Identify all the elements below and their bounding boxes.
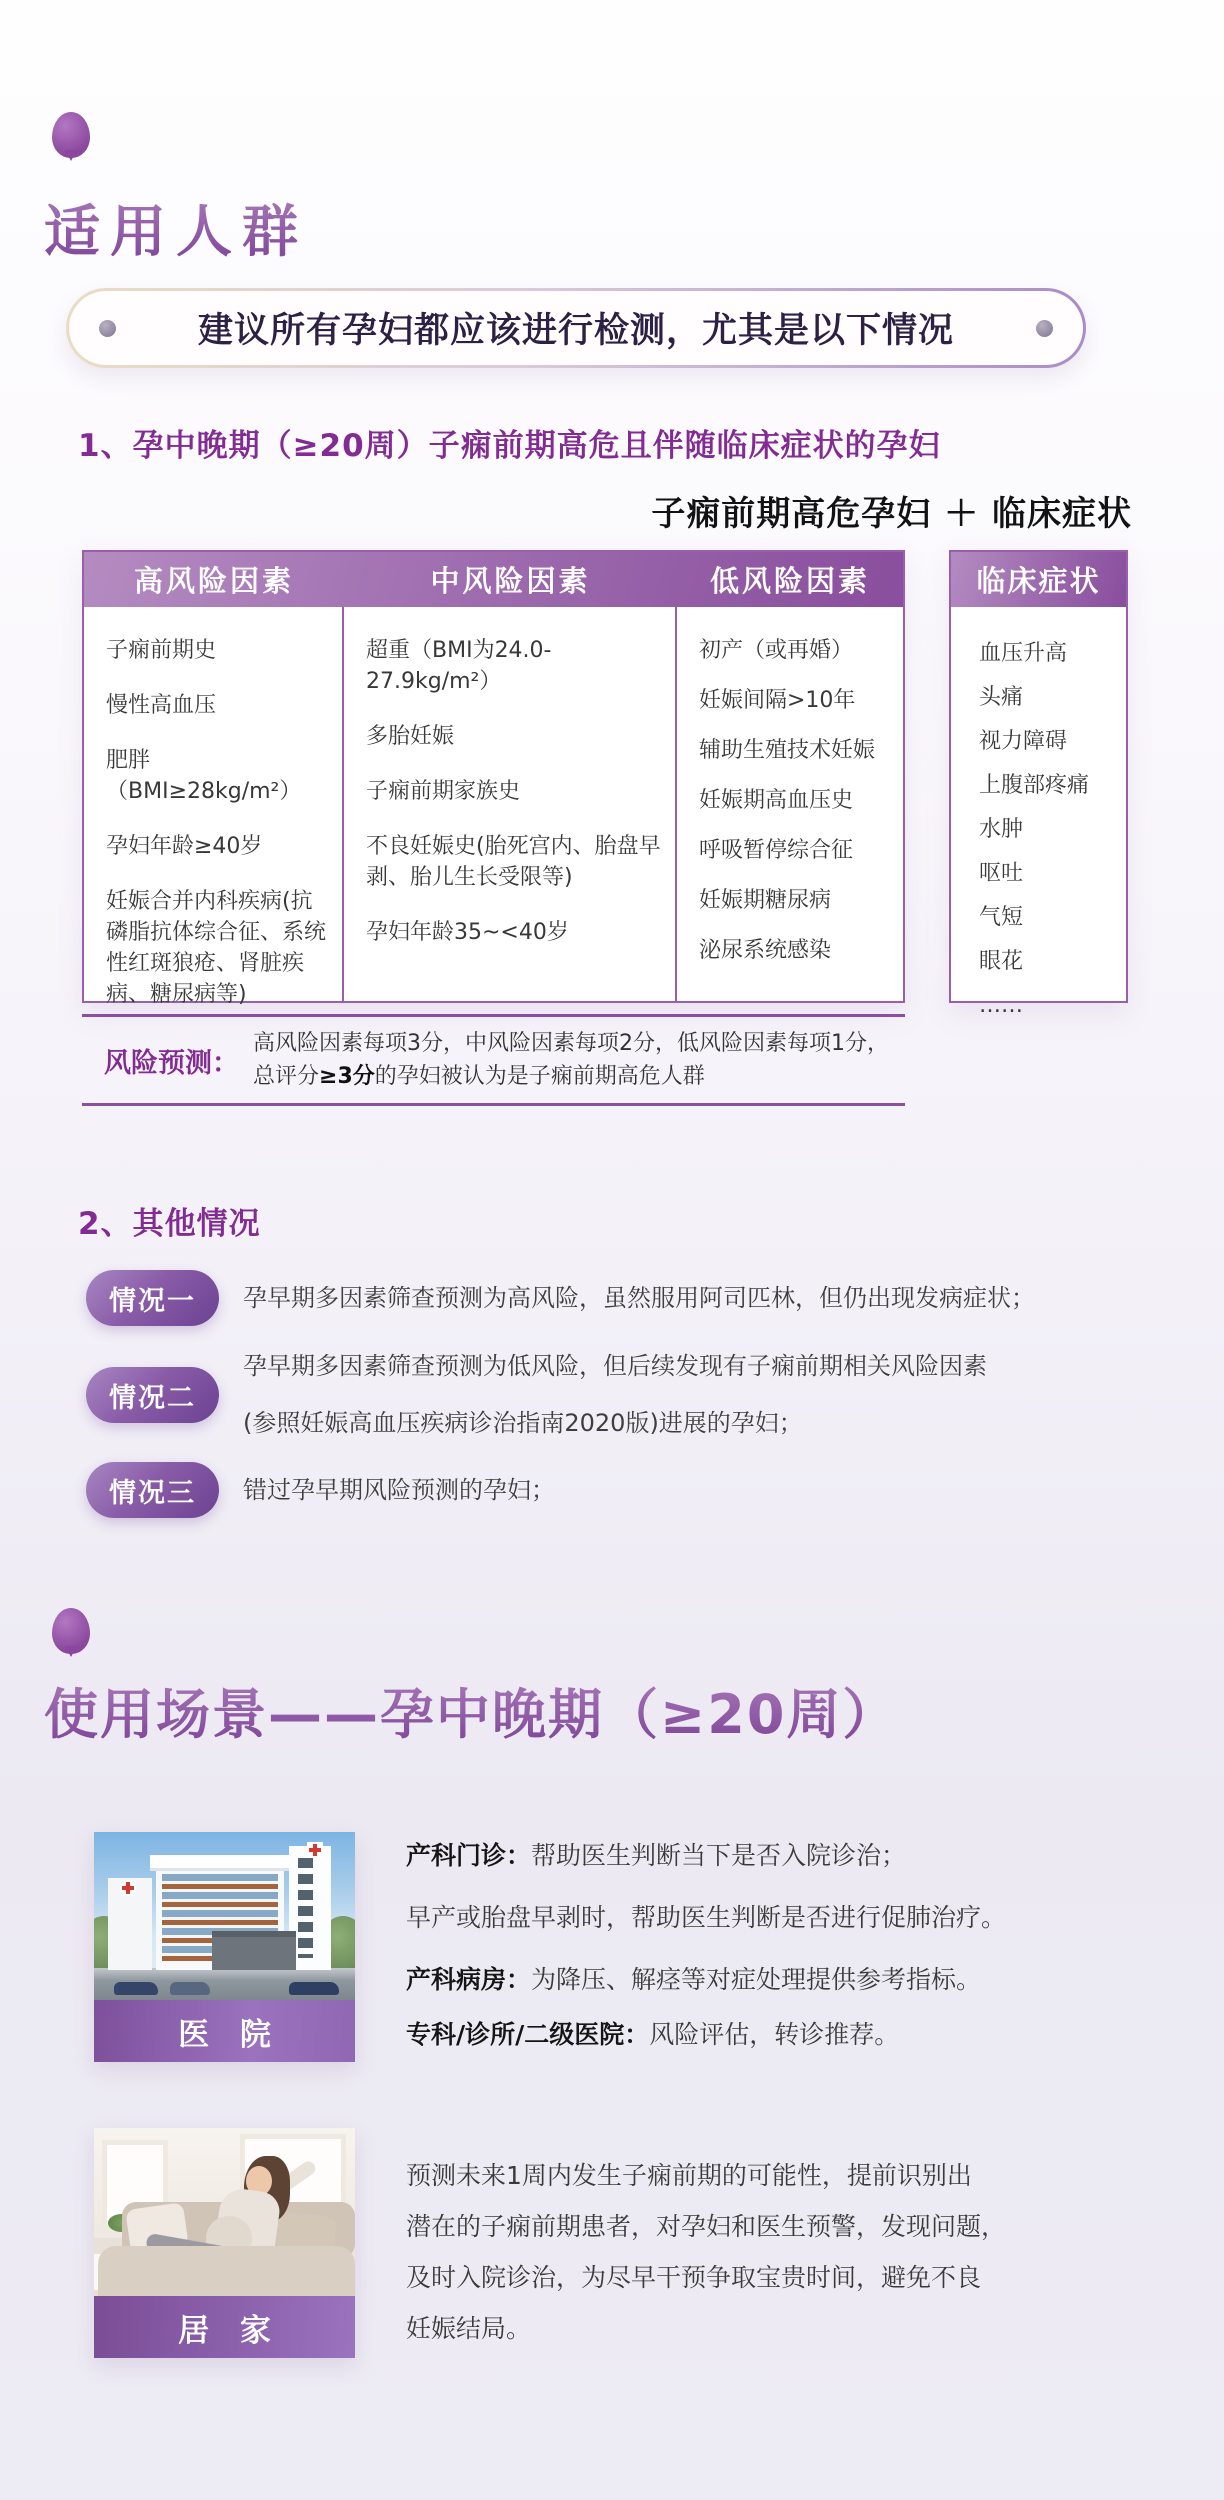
table-cell: 孕妇年龄≥40岁 [106, 834, 263, 859]
symptom-item: 眼花 [979, 949, 1024, 974]
red-cross-icon [120, 1880, 136, 1896]
section-title-applicable: 适用人群 [44, 188, 308, 268]
home-photo [94, 2128, 355, 2296]
risk-note-suffix: 的孕妇被认为是子痫前期高危人群 [374, 1064, 705, 1089]
line-label: 产科门诊： [406, 1841, 532, 1870]
balloon-icon [52, 112, 90, 158]
table-cell: 妊娠合并内科疾病(抗磷脂抗体综合征、系统性红斑狼疮、肾脏疾病、糖尿病等) [106, 889, 327, 1007]
symptoms-header: 临床症状 [951, 552, 1126, 607]
symptom-item: 呕吐 [979, 861, 1024, 886]
symptom-item: 视力障碍 [979, 729, 1068, 754]
table-cell: 辅助生殖技术妊娠 [699, 738, 876, 763]
case-badge-3: 情况三 [86, 1462, 219, 1518]
home-line: 及时入院诊治，为尽早干预争取宝贵时间，避免不良 [406, 2263, 982, 2292]
home-description [406, 2150, 1191, 2354]
line-label: 专科/诊所/二级医院： [406, 2020, 650, 2049]
heading-other-situations: 2、其他情况 [78, 1206, 261, 1242]
table-cell: 多胎妊娠 [366, 724, 455, 749]
symptom-item: 水肿 [979, 817, 1024, 842]
case-badge-1: 情况一 [86, 1270, 219, 1326]
home-card [94, 2128, 355, 2358]
hospital-description [406, 1838, 1186, 2079]
car-shape [114, 1982, 158, 1995]
case-row-1 [86, 1270, 1176, 1326]
home-line: 妊娠结局。 [406, 2314, 532, 2343]
hospital-card [94, 1832, 355, 2062]
case-text-1 [243, 1280, 1035, 1317]
table-cell: 泌尿系统感染 [699, 938, 832, 963]
hospital-line [406, 1962, 1186, 1997]
mid-risk-column [344, 607, 677, 1001]
risk-prediction-text [253, 1027, 898, 1093]
case-line: 错过孕早期风险预测的孕妇； [243, 1475, 555, 1504]
symptom-item: 气短 [979, 905, 1024, 930]
table-cell: 超重（BMI为24.0-27.9kg/m²） [366, 638, 552, 694]
section-title-usage: 使用场景——孕中晚期（≥20周） [44, 1672, 898, 1749]
symptom-item: …… [979, 993, 1023, 1018]
hospital-entrance [212, 1931, 296, 1970]
symptom-item: 血压升高 [979, 641, 1068, 666]
symptom-item: 头痛 [979, 685, 1024, 710]
line-text: 早产或胎盘早剥时，帮助医生判断是否进行促肺治疗。 [406, 1903, 1007, 1932]
case-text-3 [243, 1472, 555, 1509]
case-row-2 [86, 1338, 1176, 1452]
dot-icon-left [99, 320, 116, 337]
case-line: (参照妊娠高血压疾病诊治指南2020版)进展的孕妇； [243, 1409, 803, 1437]
heading-mid-late-pregnancy: 1、孕中晚期（≥20周）子痫前期高危且伴随临床症状的孕妇 [78, 428, 941, 464]
table-cell: 孕妇年龄35~<40岁 [366, 920, 569, 945]
home-line: 预测未来1周内发生子痫前期的可能性，提前识别出 [406, 2161, 972, 2190]
case-text-2 [243, 1338, 987, 1452]
balloon-icon [52, 1608, 90, 1654]
symptom-item: 上腹部疼痛 [979, 773, 1090, 798]
hospital-line [406, 2017, 1186, 2052]
risk-prediction-note [82, 1014, 905, 1106]
dot-icon-right [1036, 320, 1053, 337]
car-shape [170, 1982, 210, 1995]
case-row-3 [86, 1462, 1176, 1518]
risk-factor-table [82, 550, 905, 1007]
line-text: 为降压、解痉等对症处理提供参考指标。 [531, 1965, 982, 1994]
case-badge-2: 情况二 [86, 1367, 219, 1423]
sofa [98, 2246, 355, 2296]
banner-text: 建议所有孕妇都应该进行检测，尤其是以下情况 [197, 311, 954, 351]
risk-table-header [84, 552, 903, 607]
table-cell: 妊娠期高血压史 [699, 788, 854, 813]
line-text: 帮助医生判断当下是否入院诊治； [531, 1841, 907, 1870]
table-cell: 妊娠期糖尿病 [699, 888, 832, 913]
case-line: 孕早期多因素筛查预测为高风险，虽然服用阿司匹林，但仍出现发病症状； [243, 1283, 1035, 1312]
hospital-roof [150, 1855, 290, 1868]
col-header-mid-risk: 中风险因素 [430, 564, 591, 598]
home-line: 潜在的子痫前期患者，对孕妇和医生预警，发现问题， [406, 2212, 1007, 2241]
table-cell: 子痫前期史 [106, 638, 217, 663]
risk-prediction-label: 风险预测： [104, 1047, 239, 1079]
table-cell: 子痫前期家族史 [366, 779, 521, 804]
table-cell: 不良妊娠史(胎死宫内、胎盘早剥、胎儿生长受限等) [366, 834, 661, 890]
case-line: 孕早期多因素筛查预测为低风险，但后续发现有子痫前期相关风险因素 [243, 1352, 987, 1380]
col-header-high-risk: 高风险因素 [133, 564, 294, 598]
hospital-line [406, 1900, 1186, 1935]
table-cell: 慢性高血压 [106, 693, 217, 718]
hospital-line [406, 1838, 1186, 1873]
table-cell: 妊娠间隔>10年 [699, 688, 856, 713]
red-cross-icon [307, 1842, 323, 1858]
car-shape [289, 1982, 339, 1995]
recommendation-banner [66, 288, 1086, 368]
low-risk-column [677, 607, 903, 1001]
hospital-label: 医 院 [94, 2000, 355, 2062]
hospital-photo [94, 1832, 355, 2000]
line-label: 产科病房： [406, 1965, 532, 1994]
clinical-symptoms-table [949, 550, 1128, 1018]
risk-note-bold: ≥3分 [319, 1064, 375, 1089]
line-text: 风险评估，转诊推荐。 [649, 2020, 900, 2049]
formula-caption: 子痫前期高危孕妇 ＋ 临床症状 [651, 494, 1132, 534]
table-cell: 呼吸暂停综合征 [699, 838, 854, 863]
table-cell: 初产（或再婚） [699, 638, 854, 663]
table-cell: 肥胖（BMI≥28kg/m²） [106, 748, 302, 804]
home-label: 居 家 [94, 2296, 355, 2358]
high-risk-column [84, 607, 344, 1007]
col-header-low-risk: 低风险因素 [709, 564, 870, 598]
risk-note-prefix: 高风险因素每项3分，中风险因素每项2分，低风险因素每项1分，总评分 [253, 1031, 889, 1089]
